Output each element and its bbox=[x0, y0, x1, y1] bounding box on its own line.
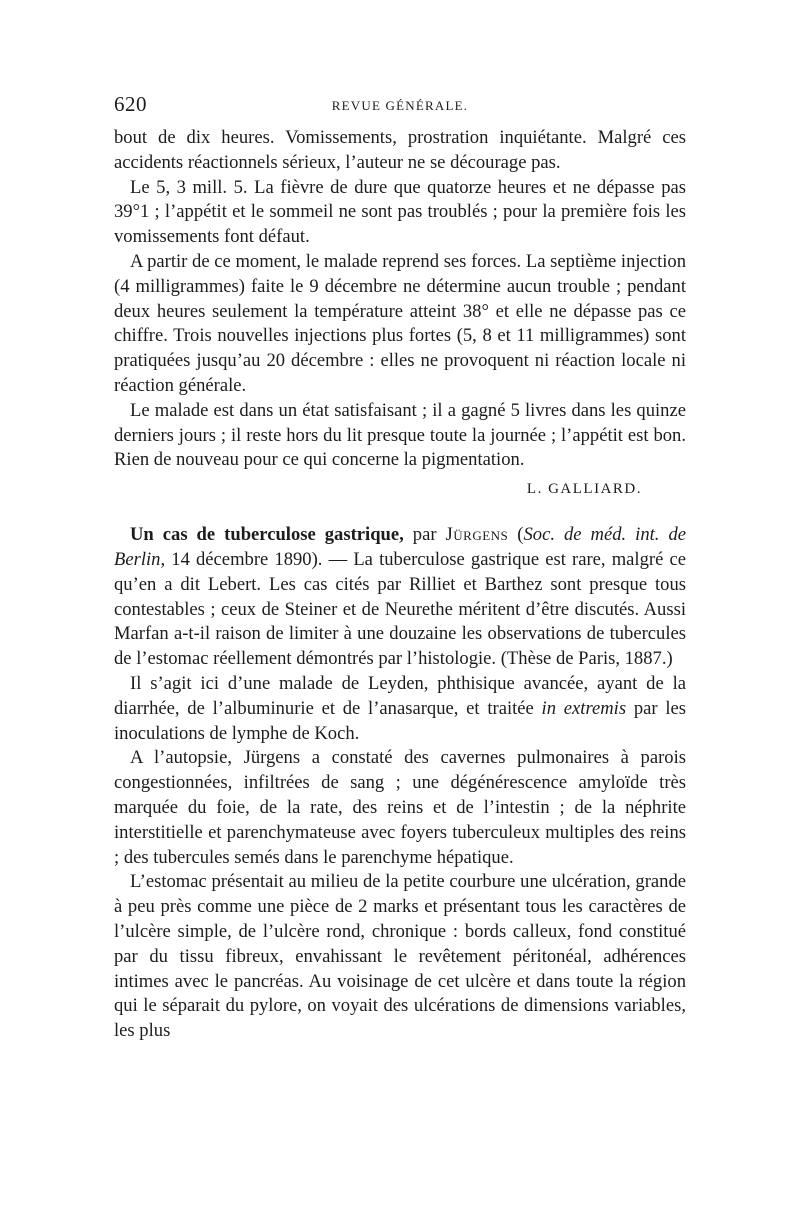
page-number: 620 bbox=[114, 92, 147, 116]
journal-page bbox=[114, 92, 686, 1044]
running-head bbox=[114, 92, 686, 126]
running-title: REVUE GÉNÉRALE. bbox=[331, 98, 469, 113]
source-open: ( bbox=[508, 524, 524, 546]
opening-text: 14 décembre 1890). — La tuberculose gastrique est rare, malgré ce qu’en a dit Lebert. Les cas cités par Rilliet et Barthez sont presque tous contestables ; ceux de Steiner et de Neurethe méritent d’être discutés. Aussi Marfan a-t-il raison de limiter à une douzaine les observations de tubercules de l’estomac réellement démontrés par l’histologie. (Thèse de Paris, 1887.) bbox=[114, 548, 686, 670]
article-title: Un cas de tuberculose gastrique, bbox=[130, 524, 404, 546]
paragraph: Le malade est dans un état satisfaisant ; il a gagné 5 livres dans les quinze derniers jours ; il reste hors du lit presque toute la journée ; l’appétit est bon. Rien de nouveau pour ce qui concerne la pigmentation. bbox=[114, 399, 686, 471]
paragraph: A partir de ce moment, le malade reprend ses forces. La septième injection (4 milligrammes) faite le 9 décembre ne détermine aucun trouble ; pendant deux heures seulement la température atteint 38° et elle ne dépasse pas ce chiffre. Trois nouvelles injections plus fortes (5, 8 et 11 milligrammes) sont pratiquées jusqu’au 20 décembre : elles ne provoquent ni réaction locale ni réaction générale. bbox=[114, 250, 686, 396]
byline-connector: par bbox=[403, 524, 446, 546]
italic-phrase: in extremis bbox=[541, 697, 627, 719]
article-opening-paragraph bbox=[114, 523, 686, 672]
article-author: Jürgens bbox=[445, 524, 509, 546]
paragraph bbox=[114, 672, 686, 746]
author-signature: L. GALLIARD. bbox=[526, 481, 642, 498]
section-gap bbox=[114, 501, 686, 523]
paragraph: Le 5, 3 mill. 5. La fièvre de dure que quatorze heures et ne dépasse pas 39°1 ; l’appétit et le sommeil ne sont pas troublés ; pour la première fois les vomissements font défaut. bbox=[114, 176, 686, 248]
paragraph-text: Il s’agit ici d’une malade de Leyden, phthisique avancée, ayant de la diarrhée, de l’albuminurie et de l’anasarque, et traitée bbox=[114, 672, 686, 719]
paragraph: L’estomac présentait au milieu de la petite courbure une ulcération, grande à peu près comme une pièce de 2 marks et présentant tous les caractères de l’ulcère simple, de l’ulcère rond, chronique : bords calleux, fond constitué par du tissu fibreux, envahissant le revêtement péritonéal, adhérences intimes avec le pancréas. Au voisinage de cet ulcère et dans toute la région qui le séparait du pylore, on voyait des ulcérations de dimensions variables, les plus bbox=[114, 871, 686, 1042]
paragraph-text: par les inoculations de lymphe de Koch. bbox=[114, 697, 686, 744]
source-reference: Soc. de méd. int. de Berlin, bbox=[114, 524, 686, 570]
paragraph: A l’autopsie, Jürgens a constaté des cavernes pulmonaires à parois congestionnées, infiltrées de sang ; une dégénérescence amyloïde très marquée du foie, de la rate, des reins et de l’intestin ; de la néphrite interstitielle et parenchymateuse avec foyers tuberculeux multiples des reins ; des tubercules semés dans le parenchyme hépatique. bbox=[114, 747, 686, 868]
paragraph-continuation: bout de dix heures. Vomissements, prostration inquiétante. Malgré ces accidents réactionnels sérieux, l’auteur ne se décourage pas. bbox=[114, 127, 686, 173]
